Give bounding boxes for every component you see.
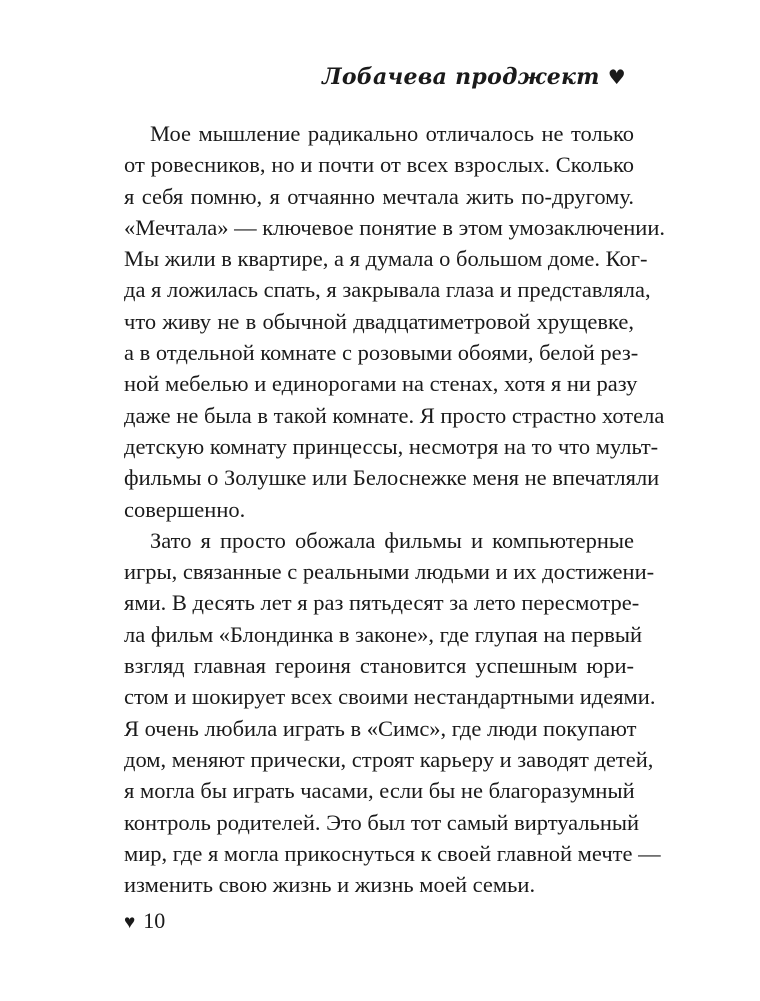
text-line: Мое мышление радикально отличалось не только xyxy=(150,121,634,146)
text-line: «Мечтала» — ключевое понятие в этом умозаключении. xyxy=(124,214,665,240)
text-line: игры, связанные с реальными людьми и их достижени- xyxy=(124,559,655,585)
heart-icon: ♥ xyxy=(607,65,626,89)
text-line: фильмы о Золушке или Белоснежке меня не впечатляли xyxy=(124,465,660,491)
text-line: Я очень любила играть в «Симс», где люди покупают xyxy=(124,715,637,741)
text-line: ями. В десять лет я раз пятьдесят за лето пересмотре- xyxy=(124,590,640,616)
heart-icon: ♥ xyxy=(124,912,136,933)
running-header-title: Лобачева проджект xyxy=(322,64,600,90)
text-line: изменить свою жизнь и жизнь моей семьи. xyxy=(124,872,536,898)
text-line: взгляд главная героиня становится успешным юри- xyxy=(124,653,634,679)
text-line: а в отдельной комнате с розовыми обоями, белой рез- xyxy=(124,340,639,366)
text-line: я себя помню, я отчаянно мечтала жить по-другому. xyxy=(124,183,634,209)
text-line: дом, меняют прически, строят карьеру и заводят детей, xyxy=(124,746,654,772)
text-line: ла фильм «Блондинка в законе», где глупая на первый xyxy=(124,621,643,647)
text-line: даже не была в такой комнате. Я просто страстно хотела xyxy=(124,402,665,428)
running-header xyxy=(124,64,626,90)
text-line: совершенно. xyxy=(124,496,246,522)
text-line: ной мебелью и единорогами на стенах, хотя я ни разу xyxy=(124,371,638,397)
text-line: Зато я просто обожала фильмы и компьютерные xyxy=(150,527,634,553)
body-text xyxy=(124,118,665,900)
text-line: что живу не в обычной двадцатиметровой хрущевке, xyxy=(124,308,634,334)
text-line: контроль родителей. Это был тот самый виртуальный xyxy=(124,809,640,835)
text-line: от ровесников, но и почти от всех взрослых. Сколько xyxy=(124,152,634,178)
page-number: 10 xyxy=(143,908,166,933)
text-line: я могла бы играть часами, если бы не благоразумный xyxy=(124,778,635,804)
text-line: да я ложилась спать, я закрывала глаза и представляла, xyxy=(124,277,651,303)
text-line: Мы жили в квартире, а я думала о большом доме. Ког- xyxy=(124,246,648,272)
text-line: стом и шокирует всех своими нестандартными идеями. xyxy=(124,684,656,710)
text-line: детскую комнату принцессы, несмотря на то что мульт- xyxy=(124,433,659,459)
page-footer xyxy=(124,908,165,934)
text-line: мир, где я могла прикоснуться к своей главной мечте — xyxy=(124,840,661,866)
